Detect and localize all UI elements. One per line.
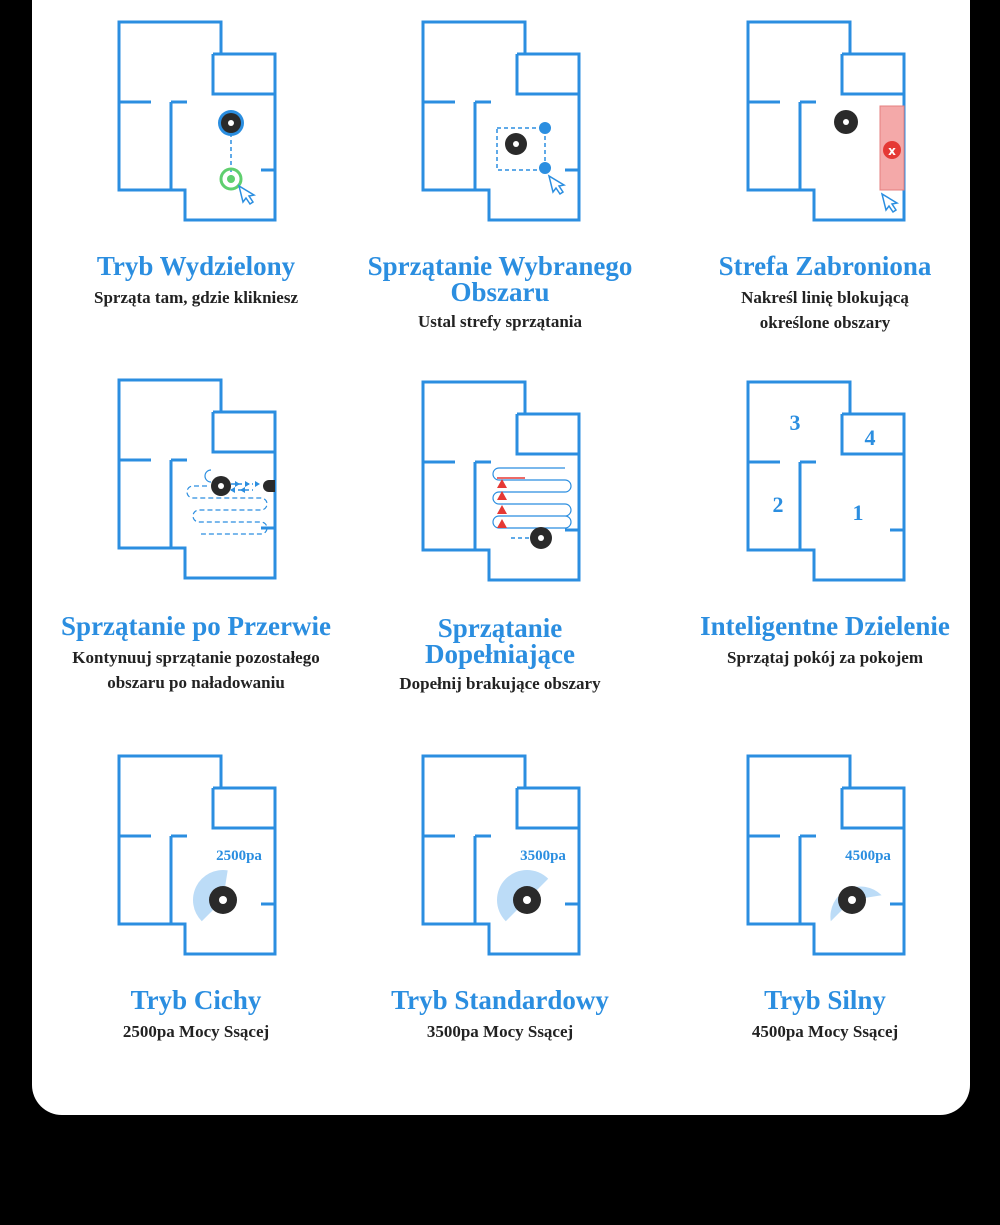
floorplan-no-go-illustration: [740, 18, 910, 228]
svg-text:x: x: [888, 144, 896, 158]
mode-title: Sprzątanie po Przerwie: [61, 611, 331, 641]
feature-card: [32, 0, 970, 1115]
mode-spot-clean: [36, 18, 356, 307]
mode-title: Tryb Cichy: [130, 985, 262, 1015]
mode-description: 2500pa Mocy Ssącej: [122, 1022, 270, 1041]
floorplan-standard-illustration: [415, 752, 585, 962]
mode-title-line-1: Sprzątanie: [437, 613, 563, 643]
hand-pointer-icon: [549, 176, 564, 194]
mode-standard: [340, 752, 660, 1041]
room-number-3: 3: [789, 410, 801, 435]
mode-no-go-zone: [665, 18, 985, 332]
hand-pointer-icon: [882, 194, 897, 212]
mode-smart-partition: [665, 378, 985, 667]
hand-pointer-icon: [239, 186, 254, 204]
mode-strong: [665, 752, 985, 1041]
mode-title-line-2: Obszaru: [450, 277, 550, 307]
mode-description: Sprząta tam, gdzie klikniesz: [94, 288, 298, 307]
floorplan-quiet-illustration: [111, 752, 281, 962]
charging-dock-icon: [263, 480, 275, 492]
mode-description: 4500pa Mocy Ssącej: [751, 1022, 899, 1041]
mode-title: Strefa Zabroniona: [718, 251, 932, 281]
floorplan-spot-clean-illustration: [111, 18, 281, 228]
power-label: 4500pa: [845, 848, 891, 864]
floorplan-supplementary-illustration: [415, 378, 585, 588]
mode-description: 3500pa Mocy Ssącej: [426, 1022, 574, 1041]
floorplan-rooms-illustration: [740, 378, 910, 588]
mode-description-line-2: obszaru po naładowaniu: [107, 673, 285, 692]
mode-description: Sprzątaj pokój za pokojem: [727, 648, 923, 667]
power-label: 2500pa: [216, 848, 262, 864]
room-number-2: 2: [772, 492, 784, 517]
mode-title-line-1: Sprzątanie Wybranego: [367, 251, 633, 281]
mode-description-line-1: Kontynuuj sprzątanie pozostałego: [72, 648, 320, 667]
room-number-4: 4: [864, 425, 876, 450]
mode-supplementary-clean: [340, 378, 660, 693]
mode-description: Dopełnij brakujące obszary: [399, 674, 601, 693]
mode-title: Tryb Standardowy: [391, 985, 609, 1015]
power-label: 3500pa: [520, 848, 566, 864]
mode-resume-clean: [36, 376, 356, 692]
floorplan-strong-illustration: [740, 752, 910, 962]
floorplan-zone-clean-illustration: [415, 18, 585, 228]
mode-quiet: [36, 752, 356, 1041]
mode-title: Tryb Silny: [764, 985, 886, 1015]
mode-description: Ustal strefy sprzątania: [418, 312, 582, 331]
floorplan-resume-illustration: [111, 376, 281, 586]
mode-zone-clean: [340, 18, 660, 331]
mode-description-line-1: Nakreśl linię blokującą: [741, 288, 909, 307]
mode-title-line-2: Dopełniające: [425, 639, 575, 669]
mode-description-line-2: określone obszary: [759, 313, 891, 332]
mode-title: Inteligentne Dzielenie: [700, 611, 950, 641]
room-number-1: 1: [852, 500, 864, 525]
mode-title: Tryb Wydzielony: [96, 251, 296, 281]
